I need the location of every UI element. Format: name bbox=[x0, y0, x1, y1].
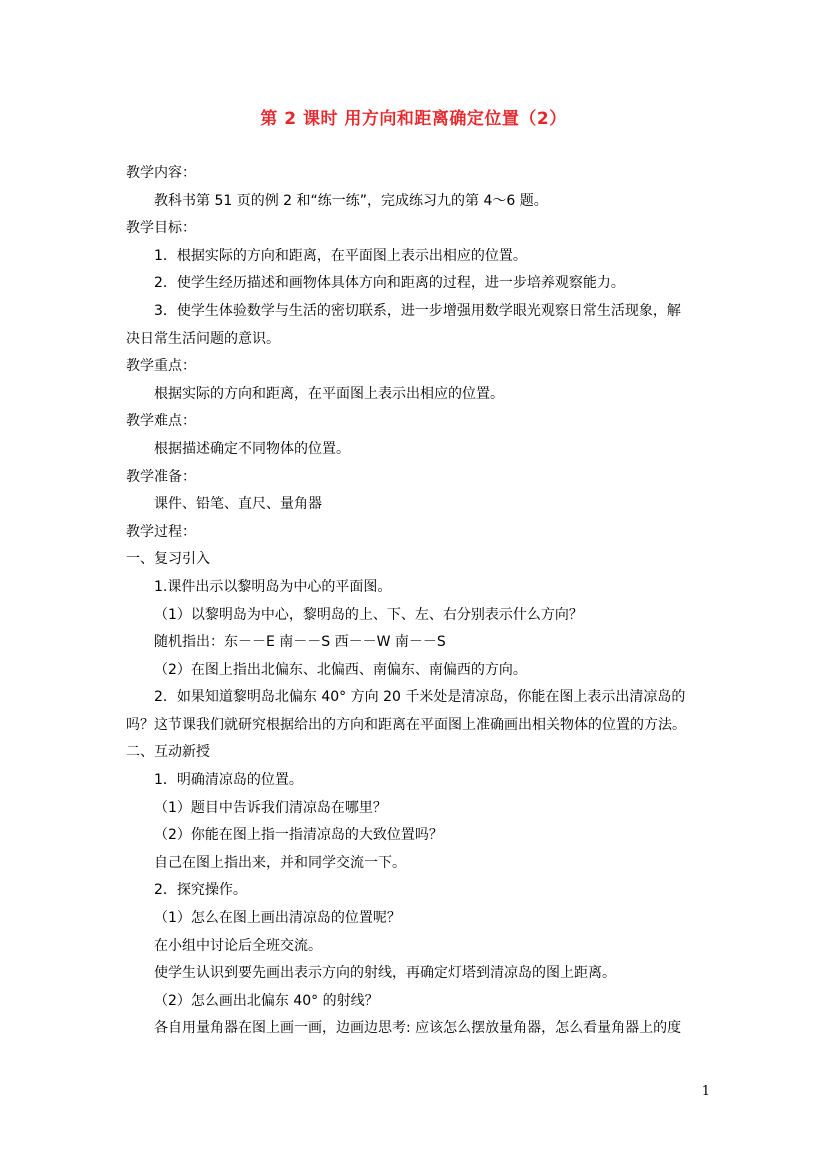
text-line: 教学内容： bbox=[126, 165, 196, 181]
document-body bbox=[126, 160, 706, 1043]
text-line: （2）怎么画出北偏东 40° 的射线？ bbox=[154, 992, 379, 1009]
text-line: 2．探究操作。 bbox=[154, 882, 247, 899]
document-title: 第 2 课时 用方向和距离确定位置（2） bbox=[260, 109, 567, 129]
text-line: 教学过程： bbox=[126, 523, 196, 540]
text-line: 教学重点： bbox=[126, 358, 196, 375]
text-line: 一、复习引入 bbox=[126, 551, 210, 568]
text-line: （2）你能在图上指一指清凉岛的大致位置吗？ bbox=[154, 827, 443, 844]
text-line: 1.课件出示以黎明岛为中心的平面图。 bbox=[154, 578, 392, 595]
text-line: 自己在图上指出来，并和同学交流一下。 bbox=[154, 854, 406, 871]
text-line: 吗？这节课我们就研究根据给出的方向和距离在平面图上准确画出相关物体的位置的方法。 bbox=[126, 716, 686, 733]
text-line: 2．如果知道黎明岛北偏东 40° 方向 20 千米处是清凉岛，你能在图上表示出清凉岛的 bbox=[154, 689, 686, 706]
text-line: 二、互动新授 bbox=[126, 744, 210, 761]
text-line: 教学目标： bbox=[126, 220, 196, 237]
text-line: （1）怎么在图上画出清凉岛的位置呢？ bbox=[154, 910, 401, 927]
text-line: 决日常生活问题的意识。 bbox=[126, 330, 280, 347]
text-line: 教学准备： bbox=[126, 468, 196, 485]
text-line: （1）题目中告诉我们清凉岛在哪里？ bbox=[154, 799, 387, 816]
text-line: 1．明确清凉岛的位置。 bbox=[154, 772, 303, 789]
text-line: 1．根据实际的方向和距离，在平面图上表示出相应的位置。 bbox=[154, 247, 527, 264]
page-number: 1 bbox=[701, 1084, 710, 1099]
text-line: 教学难点： bbox=[126, 413, 196, 430]
text-line: 各自用量角器在图上画一画，边画边思考: 应该怎么摆放量角器，怎么看量角器上的度 bbox=[154, 1020, 682, 1037]
text-line: 使学生认识到要先画出表示方向的射线，再确定灯塔到清凉岛的图上距离。 bbox=[154, 965, 616, 982]
text-line: （2）在图上指出北偏东、北偏西、南偏东、南偏西的方向。 bbox=[154, 661, 527, 678]
text-line: 课件、铅笔、直尺、量角器 bbox=[154, 496, 322, 513]
text-line: 教科书第 51 页的例 2 和“练一练”，完成练习九的第 4～6 题。 bbox=[154, 192, 548, 209]
text-line: 根据实际的方向和距离，在平面图上表示出相应的位置。 bbox=[154, 385, 504, 402]
text-line: 3．使学生体验数学与生活的密切联系，进一步增强用数学眼光观察日常生活现象，解 bbox=[154, 302, 681, 319]
text-line: 2．使学生经历描述和画物体具体方向和距离的过程，进一步培养观察能力。 bbox=[154, 275, 625, 292]
text-line: 根据描述确定不同物体的位置。 bbox=[154, 440, 350, 457]
text-line: （1）以黎明岛为中心，黎明岛的上、下、左、右分别表示什么方向？ bbox=[154, 606, 583, 623]
text-line: 在小组中讨论后全班交流。 bbox=[154, 937, 322, 954]
text-line: 随机指出：东－－E 南－－S 西－－W 南－－S bbox=[154, 634, 446, 651]
